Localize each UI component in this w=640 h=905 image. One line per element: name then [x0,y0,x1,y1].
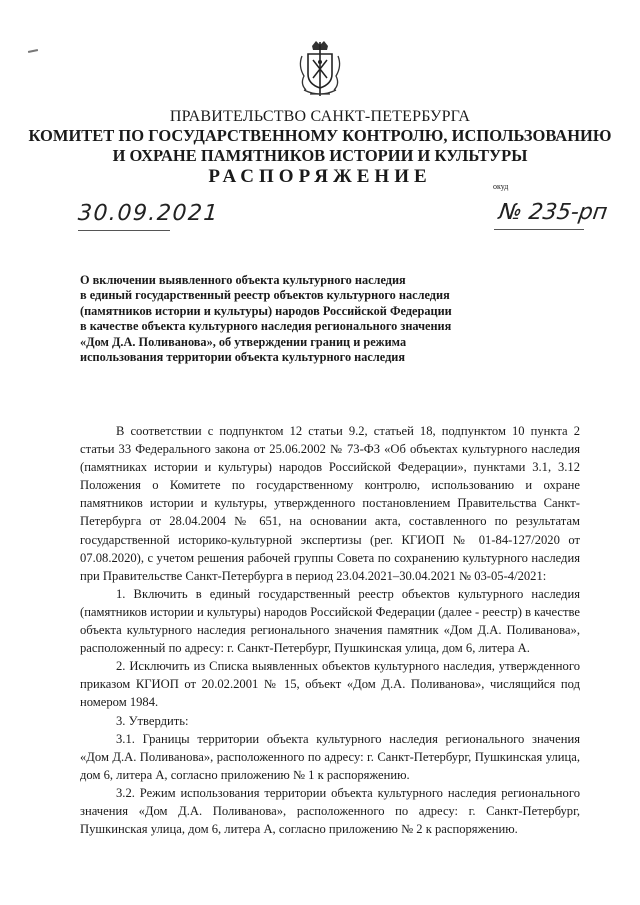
document-number: № 235-рп [497,200,609,225]
document-type: РАСПОРЯЖЕНИЕ [208,166,432,187]
subject-line: в качестве объекта культурного наследия регионального значения [80,319,452,334]
government-name: ПРАВИТЕЛЬСТВО САНКТ-ПЕТЕРБУРГА [169,108,471,125]
subject-line: «Дом Д.А. Поливанова», об утверждении границ и режима [80,334,407,349]
committee-line-1: КОМИТЕТ ПО ГОСУДАРСТВЕННОМУ КОНТРОЛЮ, ИСПОЛЬЗОВАНИЮ [28,126,612,145]
committee-name [0,126,640,166]
document-date: 30.09.2021 [77,201,220,226]
clause-3-1: 3.1. Границы территории объекта культурного наследия регионального значения «Дом Д.А. Поливанова», расположенного по адресу: г. Санкт-Петербург, Пушкинская улица, дом 6, литера А, согласно приложению № 1 к распоряжению. [80,731,580,782]
scan-mark [28,49,38,53]
clause-3-2: 3.2. Режим использования территории объекта культурного наследия регионального значения «Дом Д.А. Поливанова», расположенного по адресу: г. Санкт-Петербург, Пушкинская улица, дом 6, литера А, согласно приложению № 2 к распоряжению. [80,785,580,837]
coat-of-arms-icon [296,40,344,102]
committee-line-2: И ОХРАНЕ ПАМЯТНИКОВ ИСТОРИИ И КУЛЬТУРЫ [112,146,528,165]
clause-2: 2. Исключить из Списка выявленных объектов культурного наследия, утвержденного приказом КГИОП от 20.02.2001 № 15, объект «Дом Д.А. Поливанова», числящийся под номером 1984. [80,659,580,710]
document-subject [80,273,520,365]
clause-1: 1. Включить в единый государственный реестр объектов культурного наследия (памятников истории и культуры) народов Российской Федерации (далее - реестр) в качестве объекта культурного наследия регионального значения памятник «Дом Д.А. Поливанова», расположенный по адресу: г. Санкт-Петербург, Пушкинская улица, дом 6, литера А. [80,586,580,656]
document-body [80,422,580,838]
preamble-paragraph: В соответствии с подпунктом 12 статьи 9.2, статьей 18, подпунктом 10 пункта 2 статьи 33 Федерального закона от 25.06.2002 № 73-ФЗ «Об объектах культурного наследия (памятниках истории и культуры) народов Российской Федерации», пунктами 3.1, 3.12 Положения о Комитете по государственному контролю, использованию и охране памятников истории и культуры, утвержденного постановлением Правительства Санкт-Петербурга от 28.04.2004 № 651, на основании акта, составленного по результатам государственной историко-культурной экспертизы (рег. КГИОП № 01-84-127/2020 от 07.08.2020), с учетом решения рабочей группы Совета по сохранению культурного наследия при Правительстве Санкт-Петербурга в период 23.04.2021–30.04.2021 № 03-05-4/2021: [80,424,580,583]
subject-line: (памятников истории и культуры) народов Российской Федерации [80,303,452,318]
date-underline [78,230,170,231]
okud-label: окуд [493,182,509,191]
subject-line: О включении выявленного объекта культурного наследия [80,273,406,287]
subject-line: в единый государственный реестр объектов культурного наследия [80,288,450,303]
subject-line: использования территории объекта культурного наследия [80,350,406,365]
clause-3: 3. Утвердить: [116,713,189,728]
number-underline [494,229,584,230]
